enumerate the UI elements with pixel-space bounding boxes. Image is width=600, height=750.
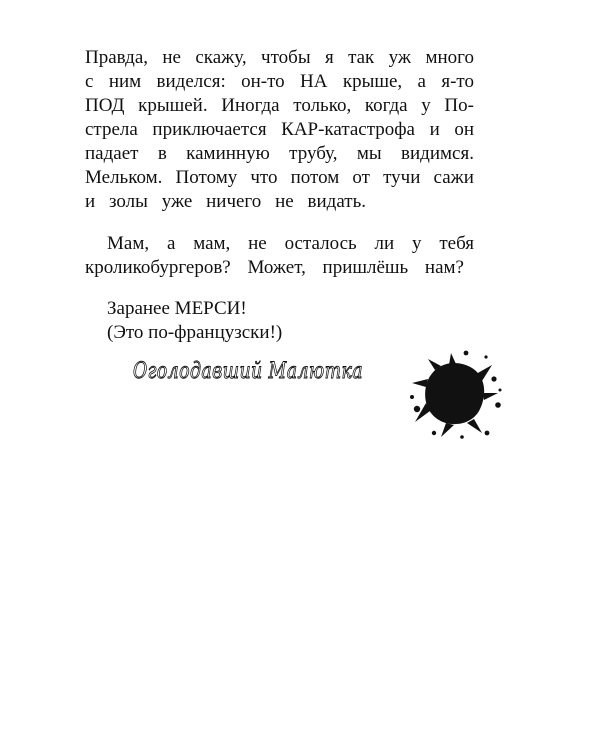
paragraph-1-line-1: Правда, не скажу, чтобы я так уж много: [85, 47, 474, 68]
paragraph-1-line-7: и золы уже ничего не видать.: [85, 191, 366, 212]
closing-thanks: Заранее МЕРСИ!: [107, 298, 247, 319]
paragraph-2-line-2: кроликобургеров? Может, пришлёшь нам?: [85, 257, 464, 278]
paragraph-1-line-6: Мельком. Потому что потом от тучи сажи: [85, 167, 474, 188]
paragraph-1-line-5: падает в каминную трубу, мы видимся.: [85, 143, 474, 164]
closing-note: (Это по-французски!): [107, 322, 283, 343]
signature-text: Оголодавший Малютка: [133, 359, 363, 384]
paragraph-1-line-3: ПОД крышей. Иногда только, когда у По-: [85, 95, 474, 116]
paragraph-1-line-2: с ним виделся: он-то НА крыше, а я-то: [85, 71, 474, 92]
handwritten-signature: [131, 350, 366, 392]
paragraph-1-line-4: стрела приключается КАР-катастрофа и он: [85, 119, 474, 140]
ink-blot-icon: [404, 343, 504, 443]
paragraph-2-line-1: Мам, а мам, не осталось ли у тебя: [107, 233, 474, 254]
